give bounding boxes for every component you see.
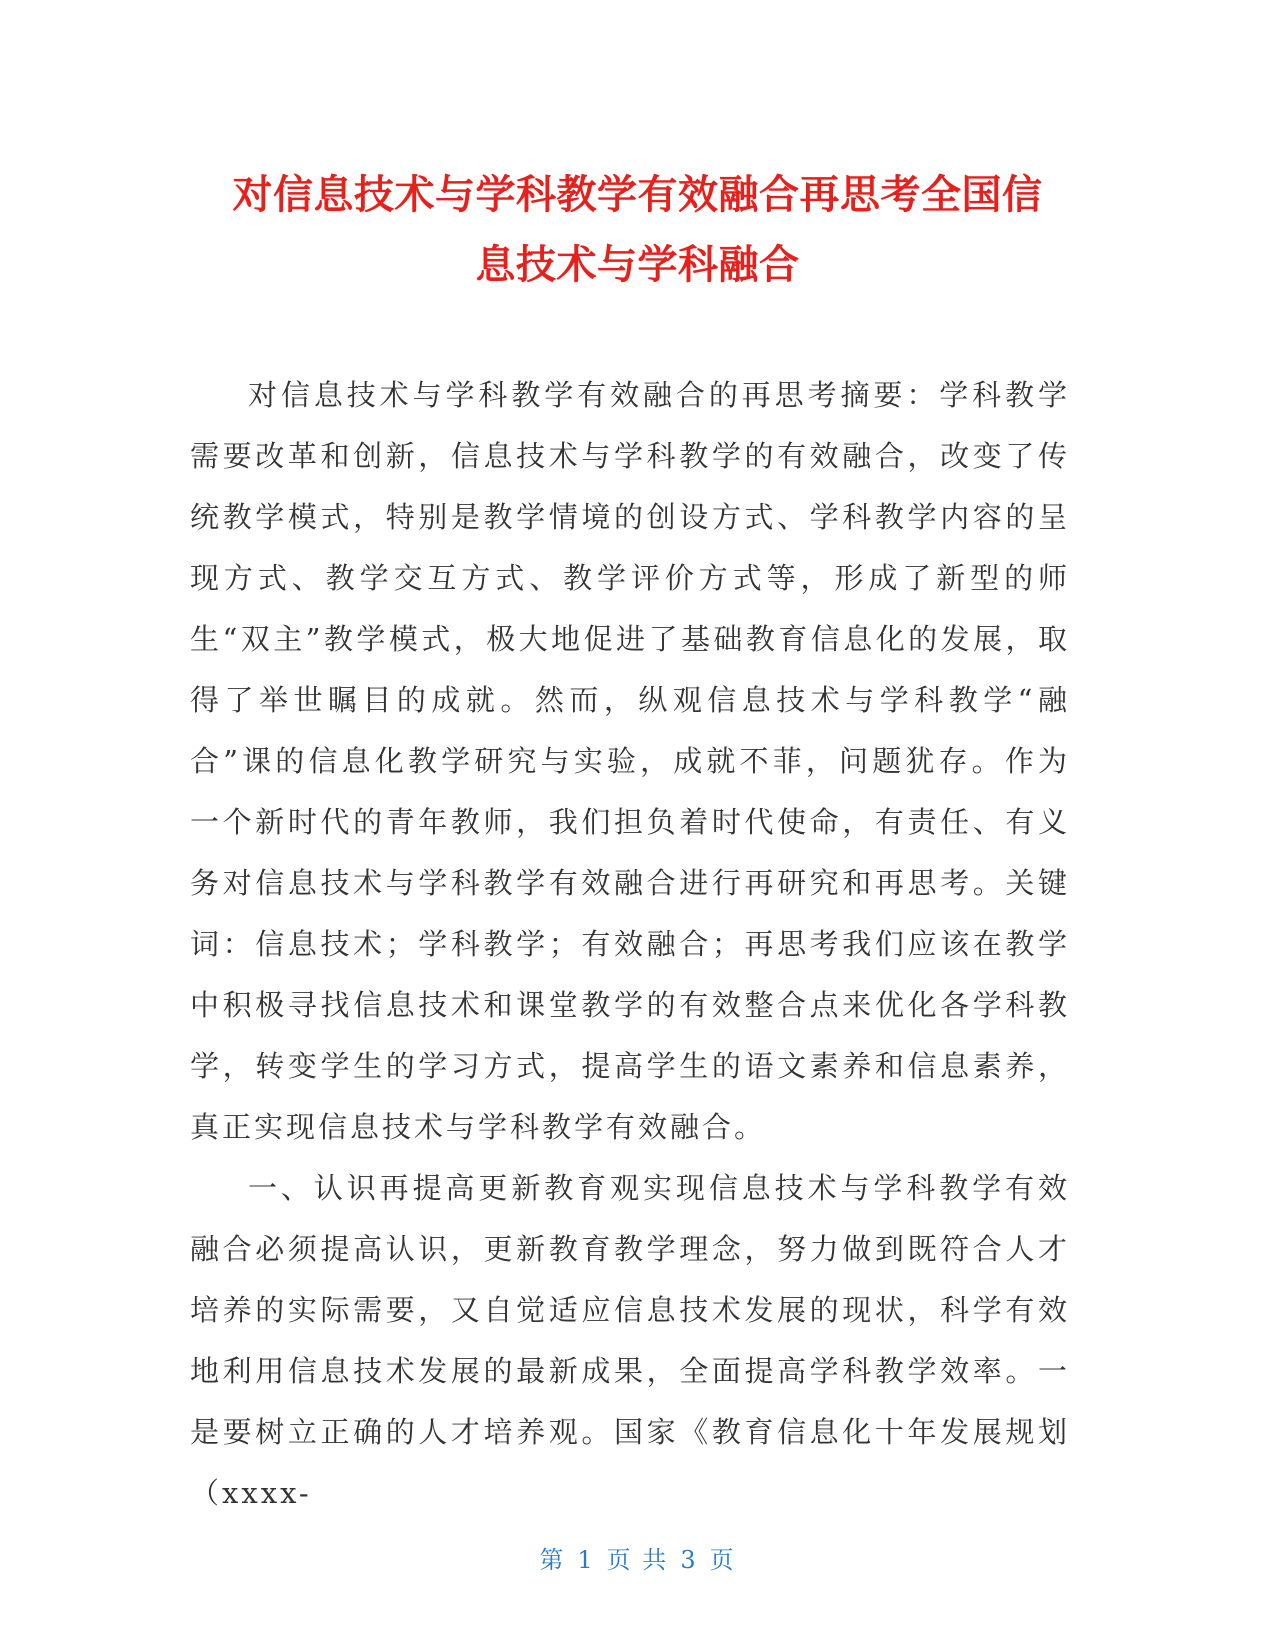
page-label-prefix: 第 [539,1546,566,1574]
page-label-suffix: 页 [709,1546,736,1574]
page-footer [0,1540,1275,1575]
page-label-mid: 页 共 [606,1546,669,1574]
total-pages-number: 3 [680,1546,698,1574]
document-title-line-2: 息技术与学科融合 [475,242,800,288]
document-title [180,160,1095,300]
paragraph-abstract: 对信息技术与学科教学有效融合的再思考摘要：学科教学需要改革和创新，信息技术与学科教学的有效融合，改变了传统教学模式，特别是教学情境的创设方式、学科教学内容的呈现方式、教学交互方式、教学评价方式等，形成了新型的师生“双主”教学模式，极大地促进了基础教育信息化的发展，取得了举世瞩目的成就。然而，纵观信息技术与学科教学“融合”课的信息化教学研究与实验，成就不菲，问题犹存。作为一个新时代的青年教师，我们担负着时代使命，有责任、有义务对信息技术与学科教学有效融合进行再研究和再思考。关键词：信息技术；学科教学；有效融合；再思考我们应该在教学中积极寻找信息技术和课堂教学的有效整合点来优化各学科教学，转变学生的学习方式，提高学生的语文素养和信息素养，真正实现信息技术与学科教学有效融合。 [190,378,1070,1144]
current-page-number: 1 [577,1546,595,1574]
paragraph-section-1: 一、认识再提高更新教育观实现信息技术与学科教学有效融合必须提高认识，更新教育教学理念，努力做到既符合人才培养的实际需要，又自觉适应信息技术发展的现状，科学有效地利用信息技术发展的最新成果，全面提高学科教学效率。一是要树立正确的人才培养观。国家《教育信息化十年发展规划（xxxx- [190,1171,1070,1510]
document-body [190,365,1070,1524]
document-title-line-1: 对信息技术与学科教学有效融合再思考全国信 [232,172,1043,218]
